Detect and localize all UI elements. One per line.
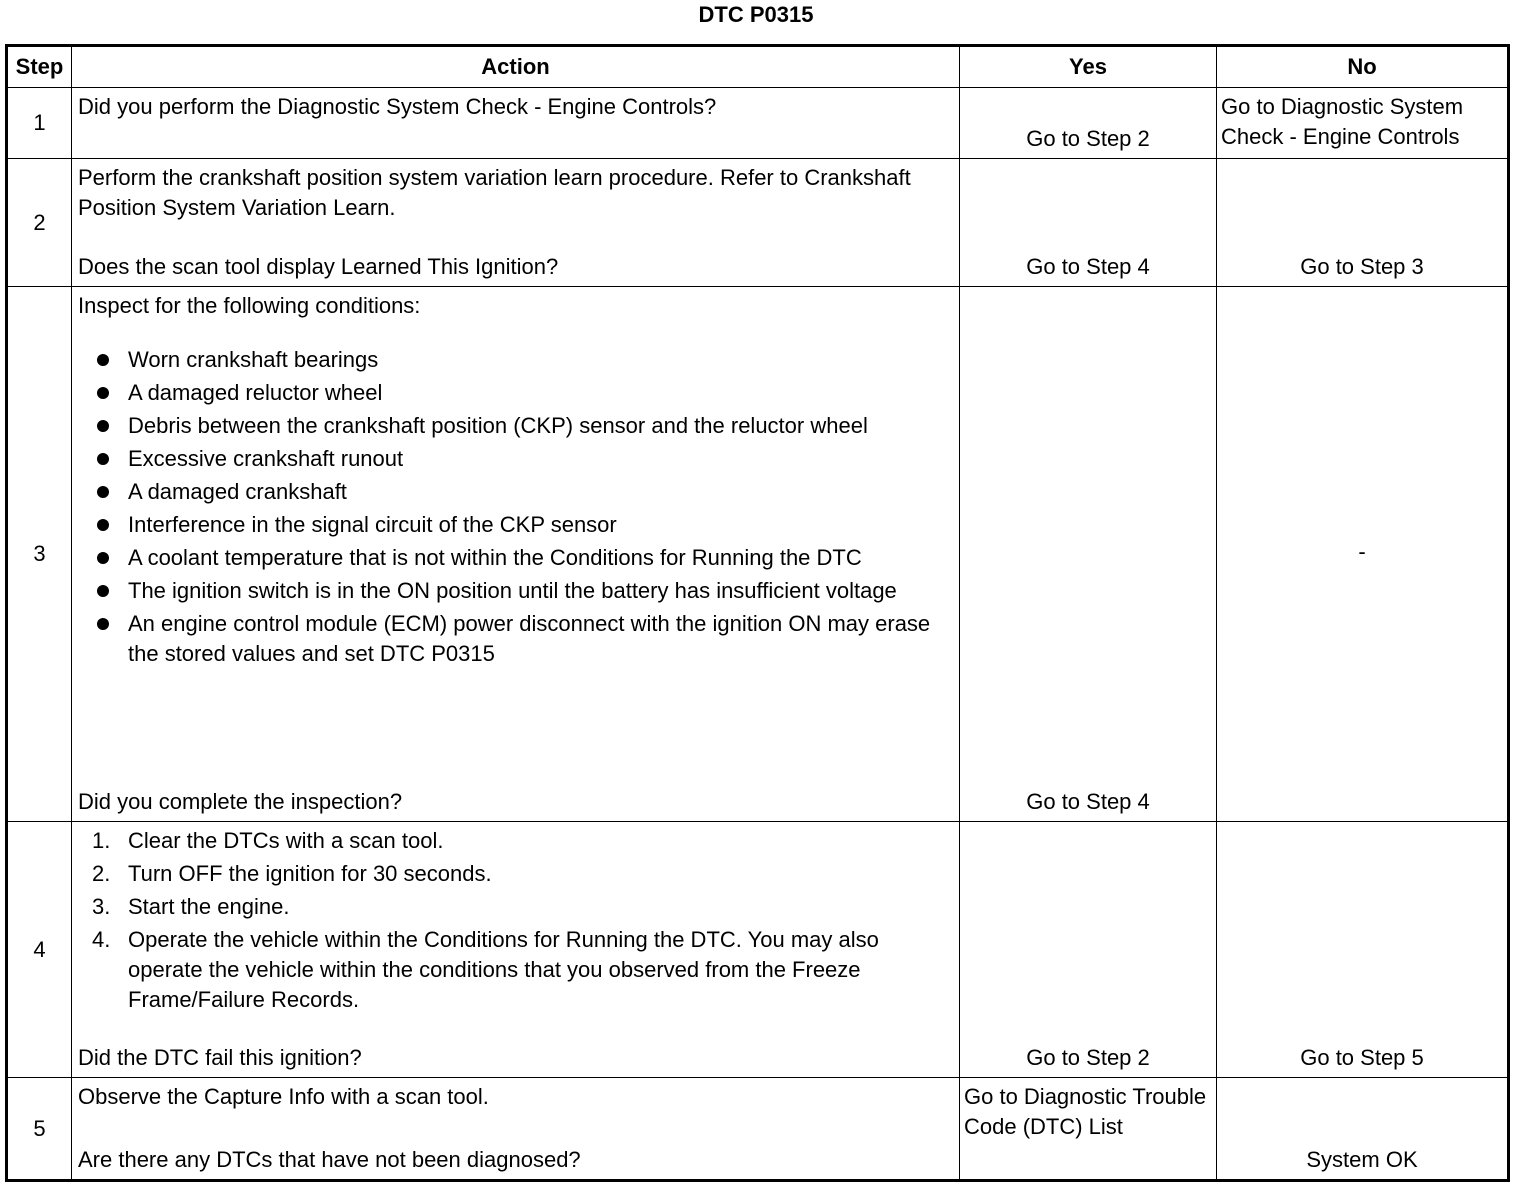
header-action: Action (72, 46, 960, 88)
step-number: 4 (7, 822, 72, 1078)
list-item (94, 510, 951, 540)
list-item-text: An engine control module (ECM) power disconnect with the ignition ON may erase the stored values and set DTC P0315 (128, 611, 931, 666)
action-cell (72, 287, 960, 822)
table-row (7, 287, 1509, 822)
list-item (94, 378, 951, 408)
list-item (92, 826, 951, 856)
action-intro: Observe the Capture Info with a scan tool. (78, 1084, 489, 1109)
yes-cell: Go to Diagnostic Trouble Code (DTC) List (960, 1078, 1217, 1181)
bullet-icon (97, 519, 109, 531)
action-cell (72, 88, 960, 159)
action-cell (72, 822, 960, 1078)
bullet-icon (97, 420, 109, 432)
no-cell: Go to Step 5 (1217, 822, 1509, 1078)
header-yes: Yes (960, 46, 1217, 88)
bullet-icon (97, 387, 109, 399)
diagnostic-table (5, 44, 1510, 1182)
list-item (94, 609, 951, 669)
table-row (7, 88, 1509, 159)
bullet-icon (97, 585, 109, 597)
step-number: 1 (7, 88, 72, 159)
action-question: Are there any DTCs that have not been diagnosed? (78, 1147, 581, 1172)
list-item-number: 3. (92, 894, 111, 919)
yes-cell: Go to Step 4 (960, 159, 1217, 287)
action-question: Does the scan tool display Learned This Ignition? (78, 254, 559, 279)
action-question: Did the DTC fail this ignition? (78, 1045, 362, 1070)
table-row (7, 822, 1509, 1078)
list-item-text: Start the engine. (128, 894, 290, 919)
list-item-text: A damaged reluctor wheel (128, 380, 383, 405)
table-row (7, 159, 1509, 287)
list-item (94, 444, 951, 474)
yes-cell: Go to Step 4 (960, 287, 1217, 822)
yes-cell: Go to Step 2 (960, 88, 1217, 159)
list-item-text: A damaged crankshaft (128, 479, 347, 504)
table-row (7, 1078, 1509, 1181)
list-item-number: 4. (92, 927, 111, 952)
step-number: 5 (7, 1078, 72, 1181)
list-item (92, 859, 951, 889)
bullet-icon (97, 552, 109, 564)
list-item (94, 411, 951, 441)
list-item (94, 543, 951, 573)
list-item-number: 1. (92, 828, 111, 853)
yes-cell: Go to Step 2 (960, 822, 1217, 1078)
list-item (94, 477, 951, 507)
list-item-text: A coolant temperature that is not within the Conditions for Running the DTC (128, 545, 862, 570)
action-intro: Inspect for the following conditions: (78, 293, 421, 318)
step-number: 3 (7, 287, 72, 822)
procedure-list (78, 826, 951, 1018)
action-intro: Perform the crankshaft position system variation learn procedure. Refer to Crankshaft Position System Variation Learn. (78, 165, 911, 220)
bullet-icon (97, 618, 109, 630)
list-item (94, 345, 951, 375)
bullet-icon (97, 354, 109, 366)
action-question: Did you complete the inspection? (78, 789, 403, 814)
list-item-text: Excessive crankshaft runout (128, 446, 404, 471)
list-item-text: Interference in the signal circuit of the CKP sensor (128, 512, 617, 537)
condition-list (78, 345, 951, 669)
no-cell: - (1217, 287, 1509, 822)
step-number: 2 (7, 159, 72, 287)
list-item-text: Clear the DTCs with a scan tool. (128, 828, 444, 853)
list-item (94, 576, 951, 606)
list-item (92, 892, 951, 922)
no-cell: System OK (1217, 1078, 1509, 1181)
page-title: DTC P0315 (698, 2, 814, 27)
list-item-number: 2. (92, 861, 111, 886)
header-step: Step (7, 46, 72, 88)
bullet-icon (97, 486, 109, 498)
bullet-icon (97, 453, 109, 465)
list-item-text: Worn crankshaft bearings (128, 347, 379, 372)
list-item-text: The ignition switch is in the ON position until the battery has insufficient voltage (128, 578, 897, 603)
no-cell: Go to Diagnostic System Check - Engine Controls (1217, 88, 1509, 159)
header-no: No (1217, 46, 1509, 88)
action-cell (72, 159, 960, 287)
action-question: Did you perform the Diagnostic System Check - Engine Controls? (78, 94, 717, 119)
list-item-text: Debris between the crankshaft position (CKP) sensor and the reluctor wheel (128, 413, 868, 438)
list-item-text: Turn OFF the ignition for 30 seconds. (128, 861, 492, 886)
table-header-row (7, 46, 1509, 88)
no-cell: Go to Step 3 (1217, 159, 1509, 287)
action-cell (72, 1078, 960, 1181)
list-item-text: Operate the vehicle within the Conditions for Running the DTC. You may also operate the vehicle within the conditions that you observed from the Freeze Frame/Failure Records. (128, 927, 879, 1012)
list-item (92, 925, 951, 1015)
